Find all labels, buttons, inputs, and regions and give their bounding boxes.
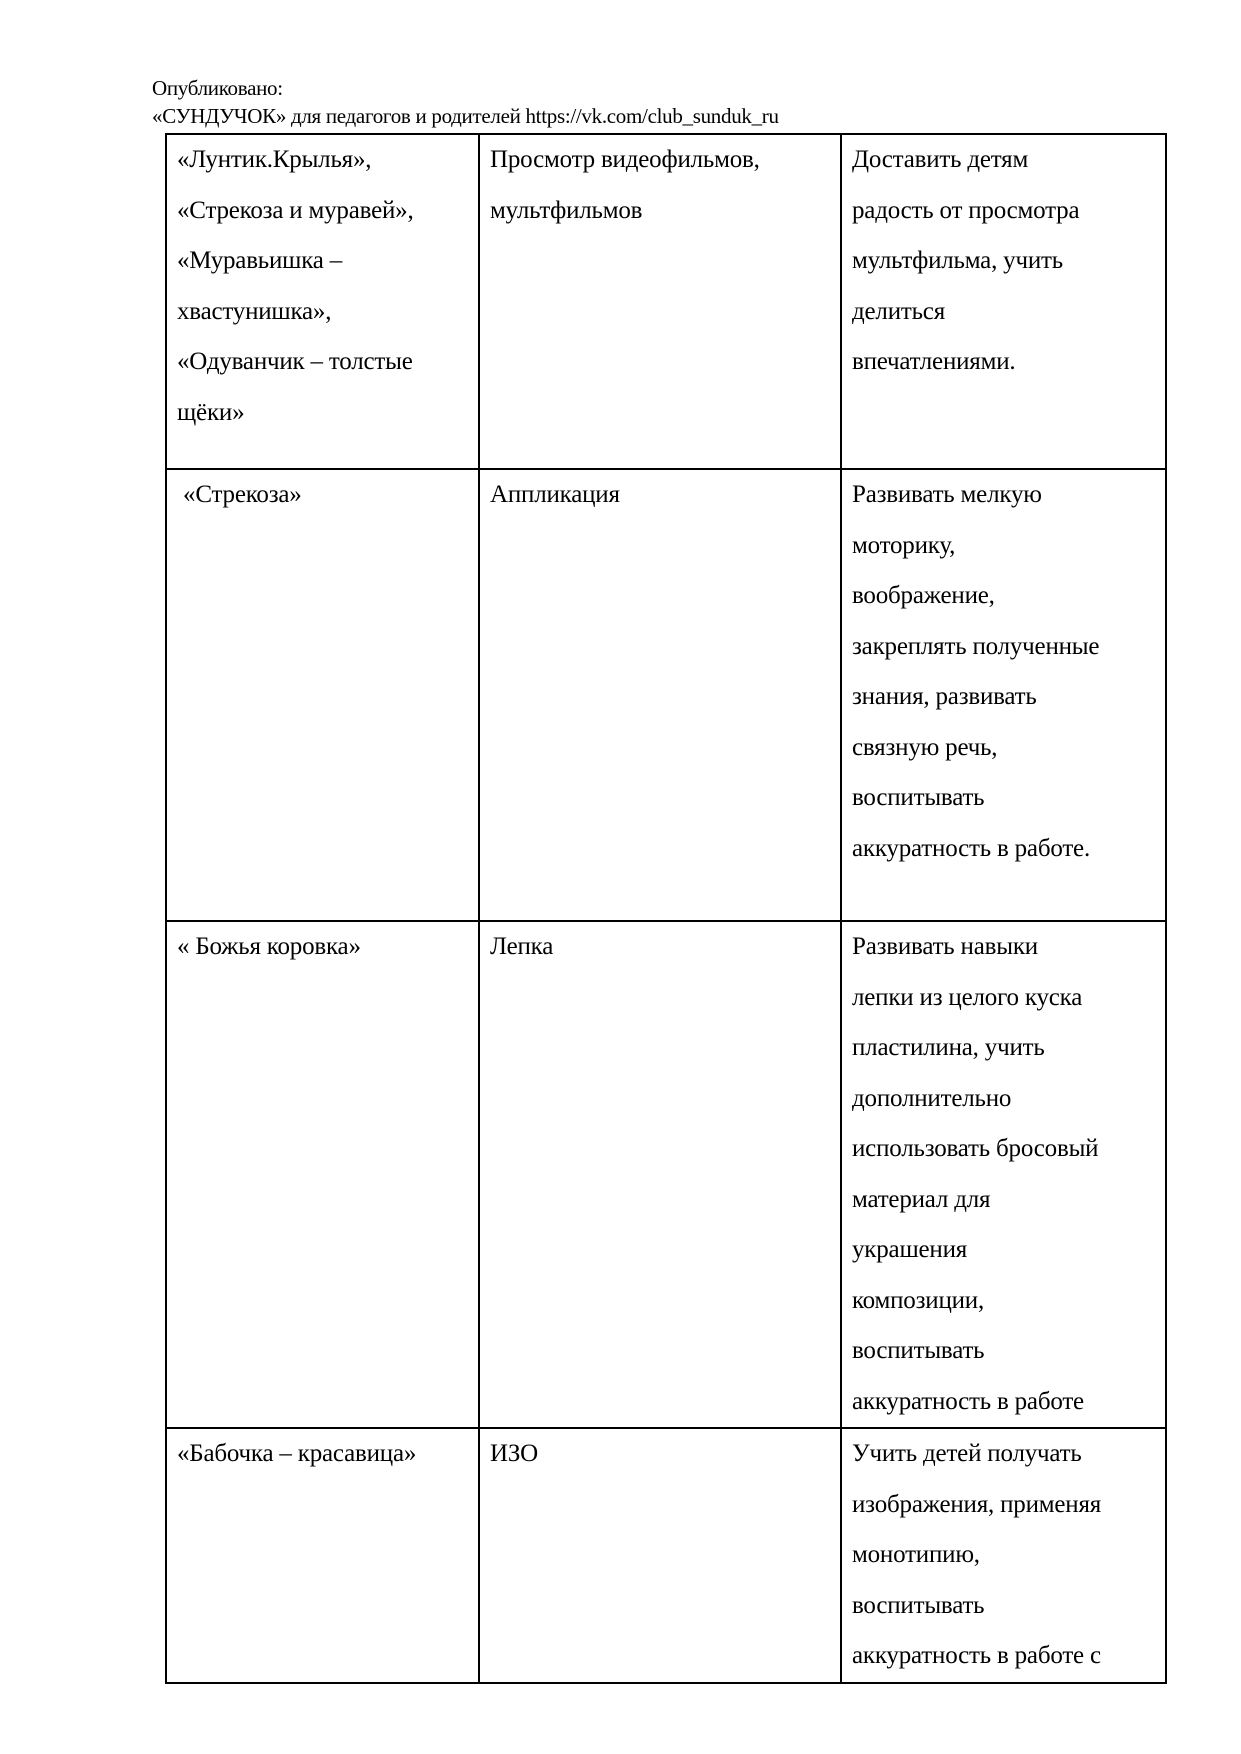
activities-table <box>165 133 1167 1684</box>
goal-line: монотипию, <box>852 1541 980 1568</box>
goal-line: воспитывать <box>852 1591 985 1619</box>
goal-line: закреплять полученные <box>852 632 1100 660</box>
topic-cell <box>166 1428 479 1683</box>
goal-cell <box>841 921 1166 1428</box>
goal-line: аккуратность в работе <box>852 1387 1084 1415</box>
goal-line: Развивать навыки <box>852 933 1038 960</box>
activity-cell <box>479 469 841 921</box>
goal-line: воспитывать <box>852 1337 985 1364</box>
activity-line: Просмотр видеофильмов, <box>490 146 760 173</box>
activity-cell <box>479 1428 841 1683</box>
goal-cell <box>841 134 1166 469</box>
topic-line: « Божья коровка» <box>177 933 361 960</box>
goal-line: материал для <box>852 1185 991 1213</box>
table-row <box>166 921 1166 1428</box>
goal-line: аккуратность в работе. <box>852 834 1090 862</box>
activity-line: ИЗО <box>490 1440 539 1467</box>
topic-line: «Муравьишка – <box>177 247 343 274</box>
goal-line: Развивать мелкую <box>852 481 1042 508</box>
topic-cell <box>166 469 479 921</box>
activity-line: Аппликация <box>490 481 620 508</box>
table-row <box>166 1428 1166 1683</box>
goal-line: воображение, <box>852 582 995 609</box>
goal-line: использовать бросовый <box>852 1135 1099 1162</box>
goal-line: Учить детей получать <box>852 1440 1082 1467</box>
topic-line: «Одуванчик – толстые <box>177 348 413 375</box>
activity-cell <box>479 921 841 1428</box>
topic-line: щёки» <box>177 398 245 426</box>
goal-line: мультфильма, учить <box>852 247 1063 274</box>
goal-line: Доставить детям <box>852 146 1029 173</box>
table-row <box>166 134 1166 469</box>
topic-line: хвастунишка», <box>177 297 332 325</box>
goal-line: воспитывать <box>852 784 985 811</box>
goal-line: дополнительно <box>852 1084 1012 1112</box>
goal-line: изображения, применяя <box>852 1490 1102 1518</box>
goal-line: связную речь, <box>852 733 998 761</box>
goal-line: композиции, <box>852 1286 985 1314</box>
topic-cell <box>166 921 479 1428</box>
goal-line: делиться <box>852 297 945 325</box>
goal-line: аккуратность в работе с <box>852 1642 1101 1669</box>
topic-cell <box>166 134 479 469</box>
topic-line: «Стрекоза и муравей», <box>177 196 414 224</box>
source-line: «СУНДУЧОК» для педагогов и родителей https://vk.com/club_sunduk_ru <box>152 104 779 128</box>
published-label: Опубликовано: <box>152 76 283 100</box>
goal-line: лепки из целого куска <box>852 983 1083 1011</box>
goal-cell <box>841 469 1166 921</box>
publication-header <box>152 74 779 130</box>
activity-cell <box>479 134 841 469</box>
goal-line: пластилина, учить <box>852 1034 1045 1061</box>
activity-line: мультфильмов <box>490 196 643 224</box>
goal-line: радость от просмотра <box>852 196 1080 224</box>
topic-line: «Стрекоза» <box>177 481 302 508</box>
activity-line: Лепка <box>490 933 554 960</box>
table-body <box>166 134 1166 1683</box>
goal-line: впечатлениями. <box>852 348 1016 375</box>
topic-line: «Лунтик.Крылья», <box>177 146 372 173</box>
goal-line: моторику, <box>852 531 956 559</box>
goal-line: украшения <box>852 1236 968 1263</box>
table-row <box>166 469 1166 921</box>
goal-cell <box>841 1428 1166 1683</box>
goal-line: знания, развивать <box>852 683 1037 710</box>
topic-line: «Бабочка – красавица» <box>177 1440 417 1467</box>
